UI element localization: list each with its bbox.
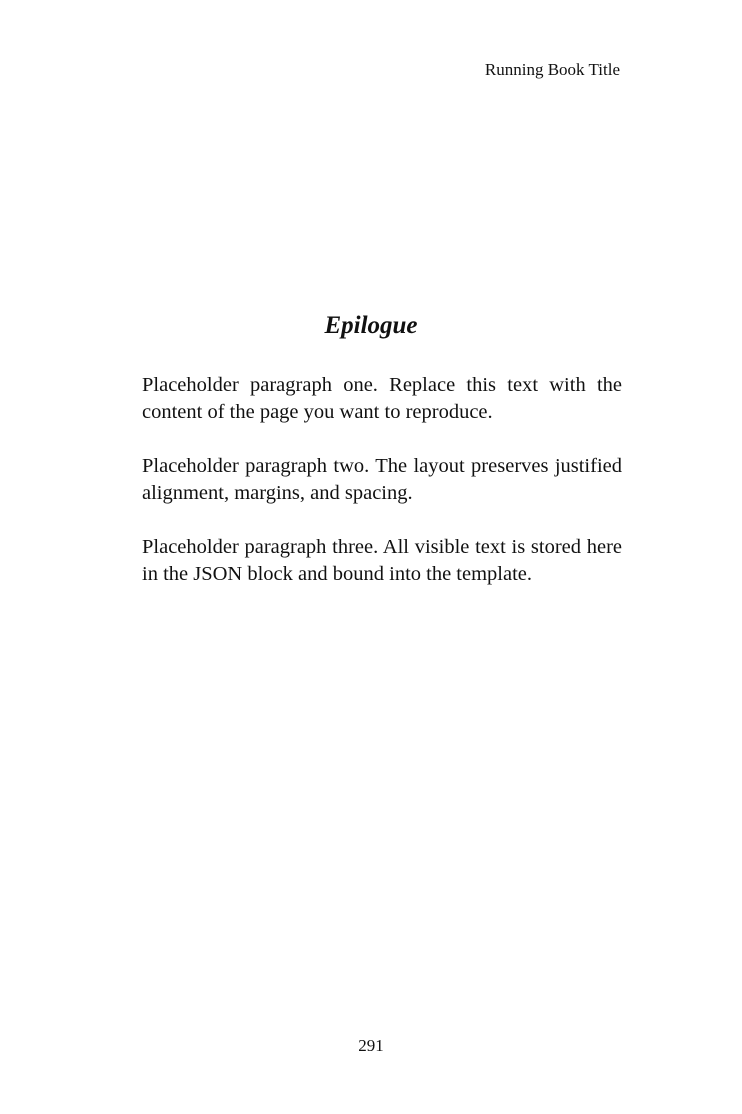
page-number: 291 [358,1036,384,1055]
chapter-title: Epilogue [324,312,418,339]
paragraph-3: Placeholder paragraph three. All visible text is stored here in the JSON block and bound into the template. [142,536,622,585]
paragraph-1: Placeholder paragraph one. Replace this text with the content of the page you want to reproduce. [142,374,622,423]
running-header: Running Book Title [484,60,620,79]
body-text [142,372,622,615]
paragraph-2: Placeholder paragraph two. The layout preserves justified alignment, margins, and spacing. [142,455,622,504]
